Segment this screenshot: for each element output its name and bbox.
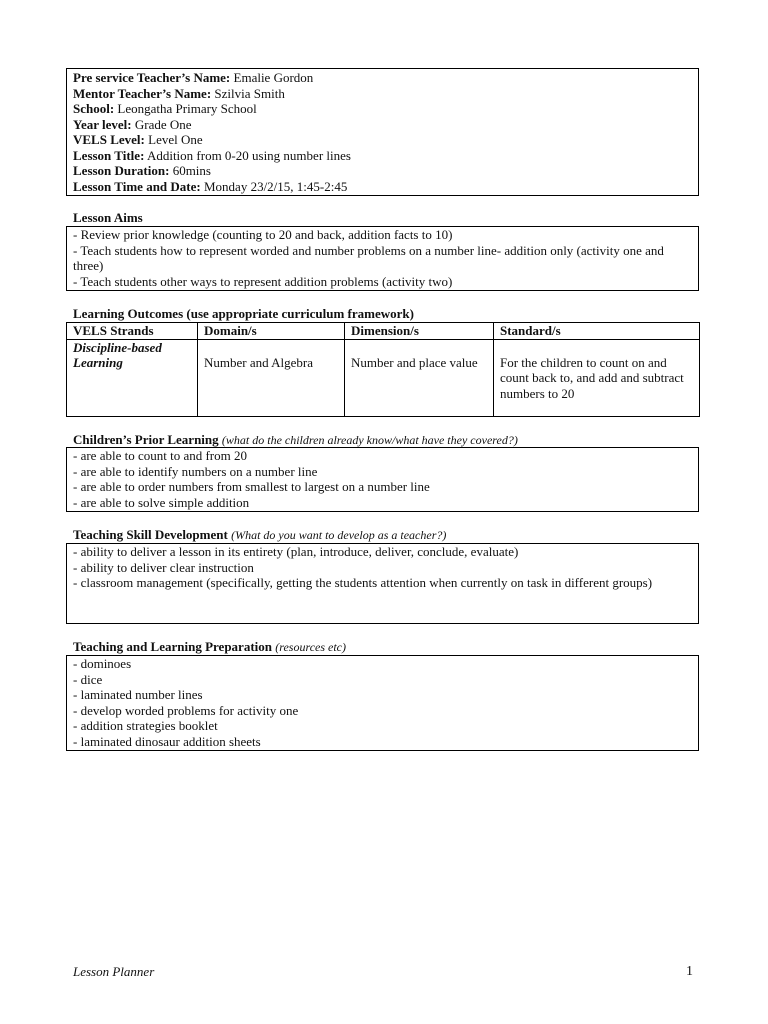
list-item: - dominoes xyxy=(73,656,132,671)
list-item: - develop worded problems for activity one xyxy=(73,702,299,718)
preparation-box xyxy=(66,655,699,751)
info-row: Year level: Grade One xyxy=(73,116,192,132)
prior-learning-heading: Children’s Prior Learning (what do the children already know/what have they covered?) xyxy=(73,432,518,447)
domain-cell: Number and Algebra xyxy=(198,339,345,416)
preparation-heading: Teaching and Learning Preparation (resources etc) xyxy=(73,639,346,654)
column-header: Standard/s xyxy=(494,323,700,340)
page-number: 1 xyxy=(686,964,693,979)
info-row: Mentor Teacher’s Name: Szilvia Smith xyxy=(73,85,285,101)
info-row: Lesson Title: Addition from 0-20 using number lines xyxy=(73,147,351,163)
teacher-info-box xyxy=(66,68,699,196)
skill-development-box xyxy=(66,543,699,624)
list-item: - dice xyxy=(73,671,103,687)
list-item: - laminated number lines xyxy=(73,687,203,702)
dimension-cell: Number and place value xyxy=(345,339,494,416)
vels-strand-cell: Discipline-based Learning xyxy=(67,339,198,416)
info-row: Lesson Duration: 60mins xyxy=(73,163,211,178)
standard-cell: For the children to count on and count back to, and add and subtract numbers to 20 xyxy=(494,339,700,416)
lesson-aims-box xyxy=(66,226,699,291)
list-item: - are able to identify numbers on a number line xyxy=(73,463,318,479)
learning-outcomes-table xyxy=(66,322,700,417)
list-item: - are able to order numbers from smallest to largest on a number line xyxy=(73,479,430,494)
column-header: VELS Strands xyxy=(67,323,198,340)
info-row: VELS Level: Level One xyxy=(73,132,203,147)
aim-item: - Review prior knowledge (counting to 20 and back, addition facts to 10) xyxy=(73,227,453,242)
skill-development-heading: Teaching Skill Development (What do you want to develop as a teacher?) xyxy=(73,527,447,542)
footer-title: Lesson Planner xyxy=(73,964,155,979)
list-item: - classroom management (specifically, getting the students attention when currently on task in different groups) xyxy=(73,575,653,590)
table-row xyxy=(67,339,700,416)
prior-learning-box xyxy=(66,447,699,512)
column-header: Dimension/s xyxy=(345,323,494,340)
lesson-aims-heading: Lesson Aims xyxy=(73,210,143,225)
info-row: Pre service Teacher’s Name: Emalie Gordon xyxy=(73,70,314,85)
aim-item: - Teach students other ways to represent addition problems (activity two) xyxy=(73,273,453,289)
info-row: School: Leongatha Primary School xyxy=(73,101,257,116)
list-item: - are able to solve simple addition xyxy=(73,494,250,510)
info-row: Lesson Time and Date: Monday 23/2/15, 1:45-2:45 xyxy=(73,178,348,194)
learning-outcomes-heading: Learning Outcomes (use appropriate curriculum framework) xyxy=(73,306,414,321)
column-header: Domain/s xyxy=(198,323,345,340)
list-item: - ability to deliver clear instruction xyxy=(73,559,254,575)
aim-item: - Teach students how to represent worded and number problems on a number line- addition only (activity one and three) xyxy=(73,242,664,273)
list-item: - ability to deliver a lesson in its entirety (plan, introduce, deliver, conclude, evaluate) xyxy=(73,544,519,559)
table-header-row xyxy=(67,323,700,340)
list-item: - are able to count to and from 20 xyxy=(73,448,247,463)
list-item: - addition strategies booklet xyxy=(73,718,218,733)
list-item: - laminated dinosaur addition sheets xyxy=(73,733,261,749)
